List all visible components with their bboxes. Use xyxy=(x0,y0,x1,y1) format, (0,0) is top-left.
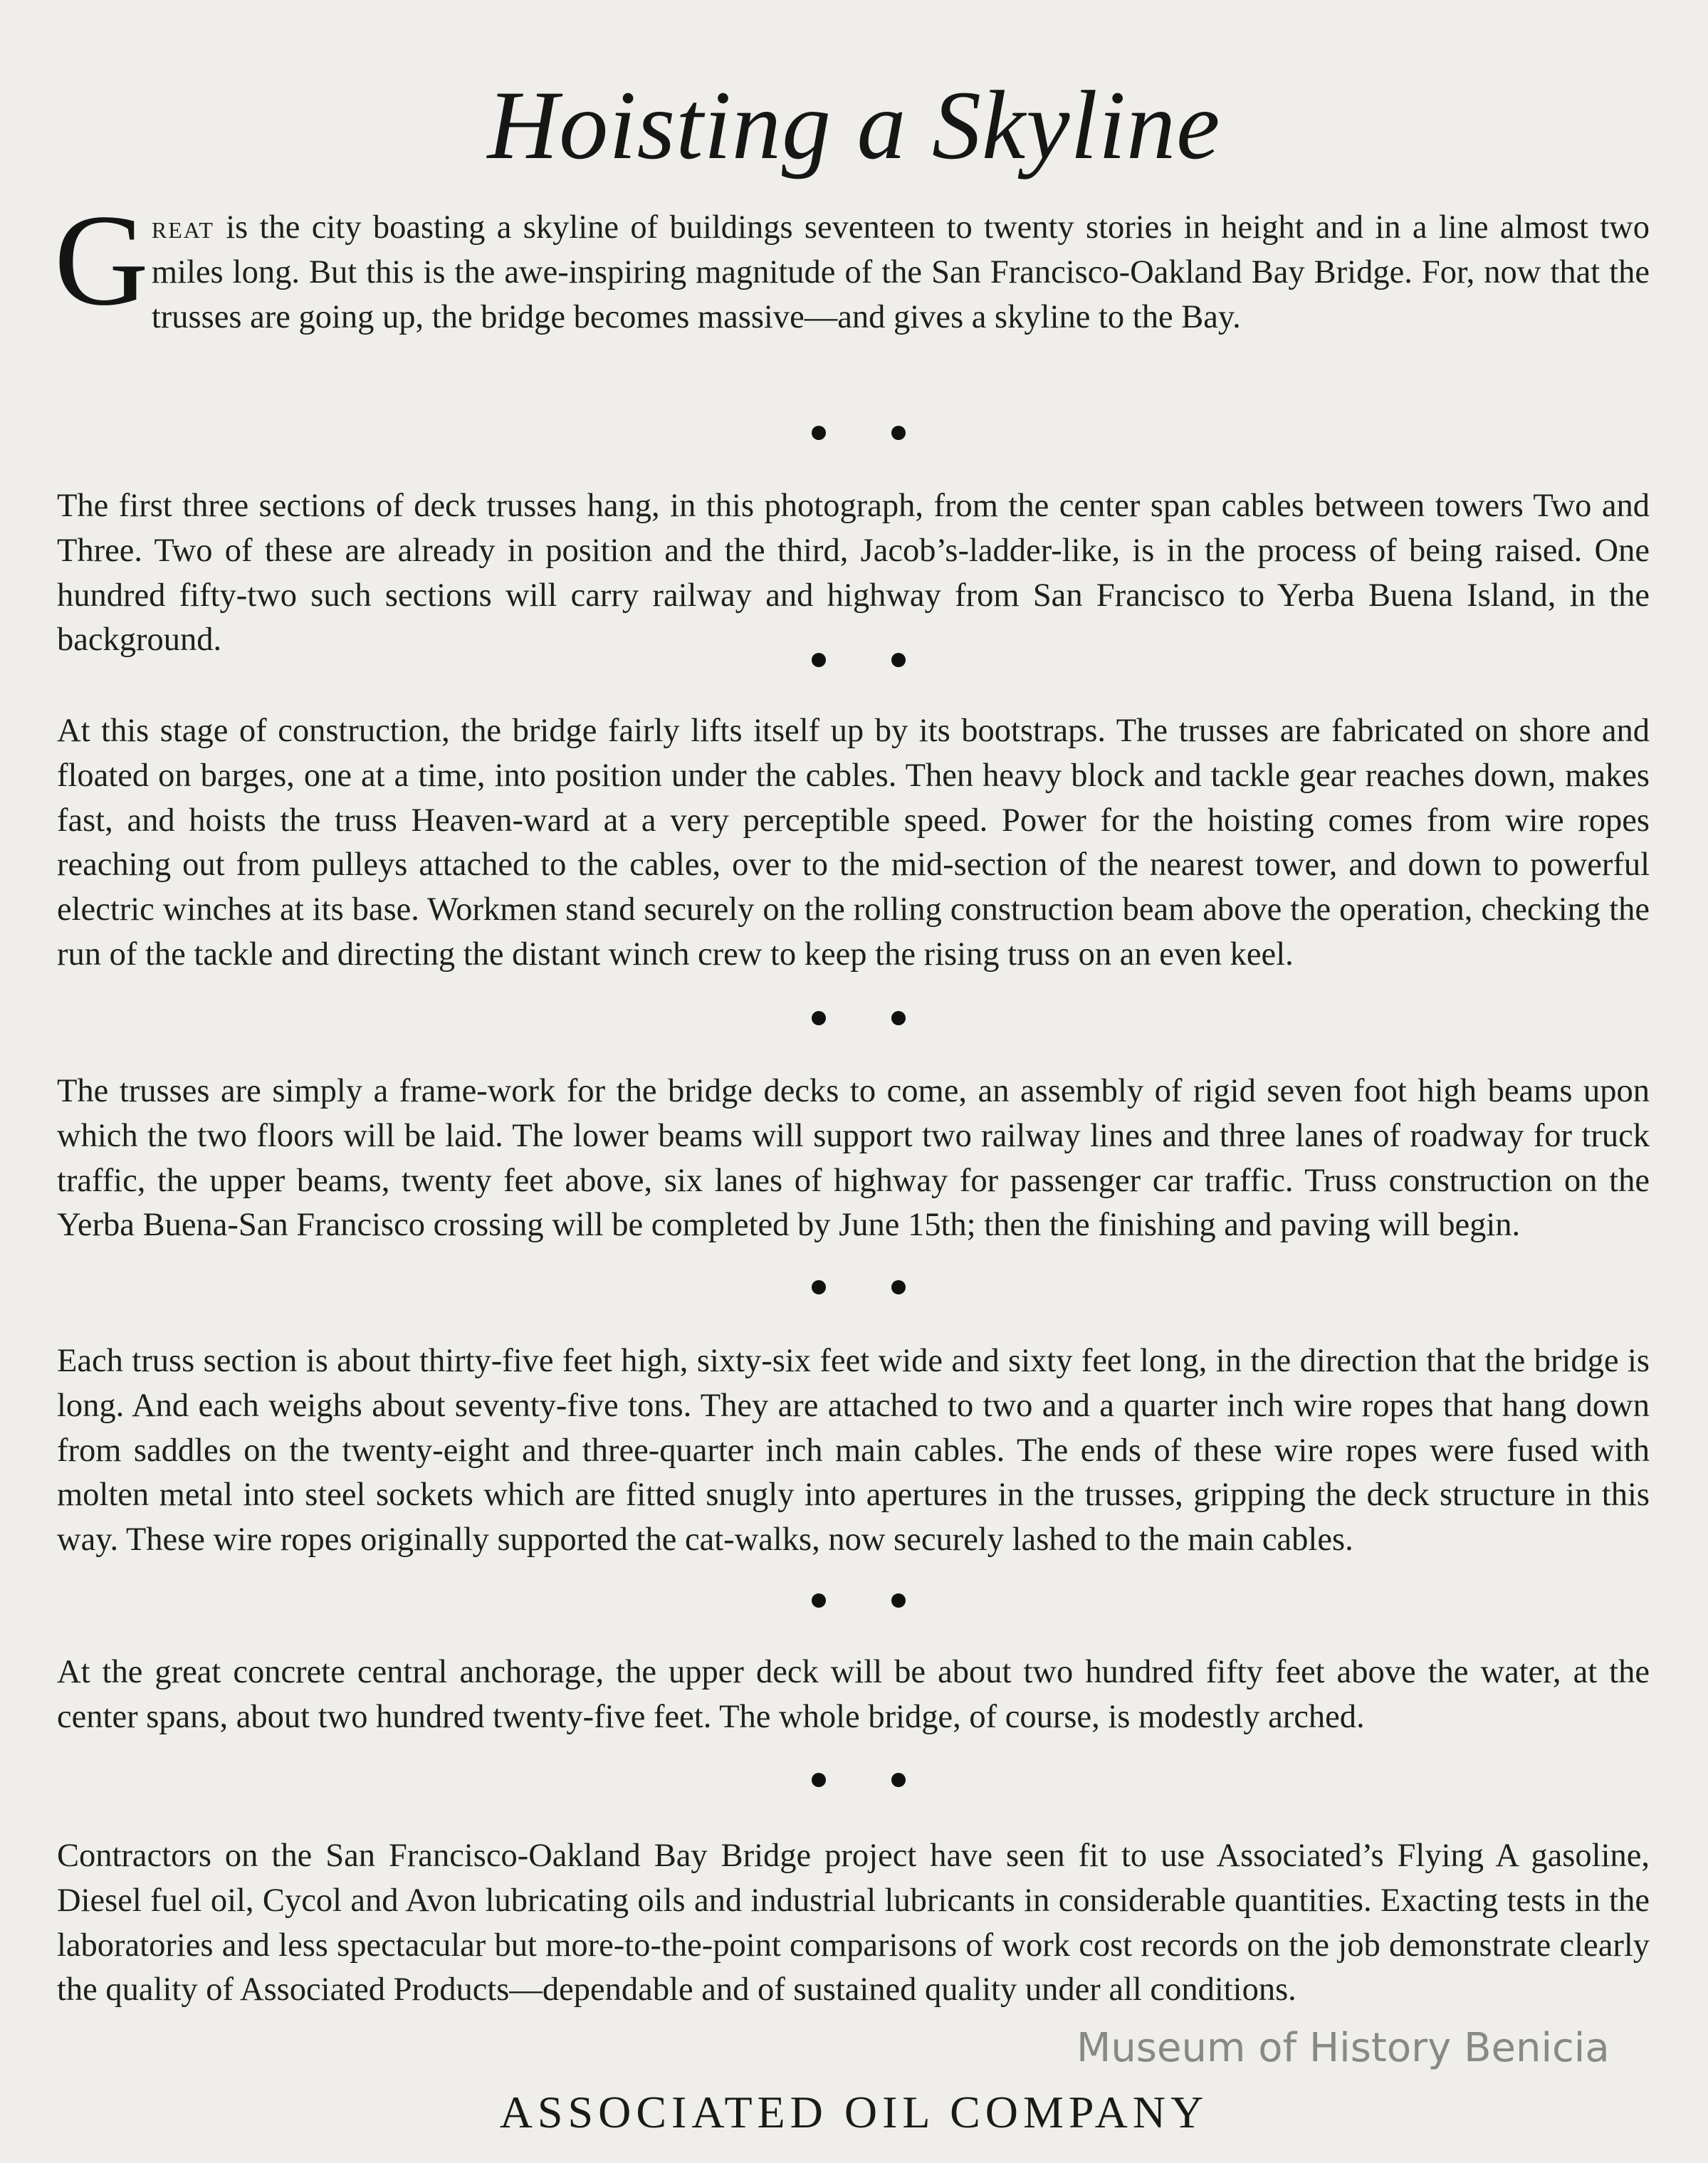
divider-dot xyxy=(812,1280,826,1294)
section-divider xyxy=(812,1280,897,1296)
divider-dot xyxy=(812,1773,826,1787)
divider-dot xyxy=(891,426,906,440)
paragraph-3: The trusses are simply a frame-work for the bridge decks to come, an assembly of rigid seven foot high beams upon which the two floors will be laid. The lower beams will support two railway lines and three lanes of roadway for truck traffic, the upper beams, twenty feet above, six lanes of highway for passenger car traffic. Truss construction on the Yerba Buena-San Francisco crossing will be completed by June 15th; then the finishing and paving will begin. xyxy=(57,1073,1650,1244)
intro-text: is the city boasting a skyline of buildings seventeen to twenty stories in height and in a line almost two miles long. But this is the awe-inspiring magnitude of the San Francisco-Oakland Bay Bridge. For, now that the trusses are going up, the bridge becomes massive—and gives a skyline to the Bay. xyxy=(151,209,1650,335)
company-name: ASSOCIATED OIL COMPANY xyxy=(499,2087,1209,2137)
section-divider xyxy=(812,653,897,669)
section-divider xyxy=(812,1593,897,1609)
divider-dot xyxy=(891,1773,906,1787)
divider-dot xyxy=(812,1011,826,1025)
watermark: Museum of History Benicia xyxy=(1076,2025,1610,2071)
divider-dot xyxy=(891,1011,906,1025)
paragraph-6: Contractors on the San Francisco-Oakland Bay Bridge project have seen fit to use Associated’s Flying A gasoline, Diesel fuel oil, Cycol and Avon lubricating oils and industrial lubricants in considerable quantities. Exacting tests in the laboratories and less spectacular but more-to-the-point comparisons of work cost records on the job demonstrate clearly the quality of Associated Products—dependable and of sustained quality under all conditions. xyxy=(57,1838,1650,2008)
divider-dot xyxy=(812,426,826,440)
intro-lead-word: reat xyxy=(151,209,214,245)
drop-cap: G xyxy=(54,187,149,332)
paragraph-2: At this stage of construction, the bridge fairly lifts itself up by its bootstraps. The trusses are fabricated on shore and floated on barges, one at a time, into position under the cables. Then heavy block and tackle gear reaches down, makes fast, and hoists the truss Heaven-ward at a very perceptible speed. Power for the hoisting comes from wire ropes reaching out from pulleys attached to the cables, over to the mid-section of the nearest tower, and down to powerful electric winches at its base. Workmen stand securely on the rolling construction beam above the operation, checking the run of the tackle and directing the distant winch crew to keep the rising truss on an even keel. xyxy=(57,713,1650,973)
paragraph-4: Each truss section is about thirty-five feet high, sixty-six feet wide and sixty feet long, in the direction that the bridge is long. And each weighs about seventy-five tons. They are attached to two and a quarter inch wire ropes that hang down from saddles on the twenty-eight and three-quarter inch main cables. The ends of these wire ropes were fused with molten metal into steel sockets which are fitted snugly into apertures in the trusses, gripping the deck structure in this way. These wire ropes originally supported the cat-walks, now securely lashed to the main cables. xyxy=(57,1343,1650,1559)
section-divider xyxy=(812,1011,897,1027)
divider-dot xyxy=(891,1593,906,1608)
paragraph-5: At the great concrete central anchorage, the upper deck will be about two hundred fifty feet above the water, at the center spans, about two hundred twenty-five feet. The whole bridge, of course, is modestly arched. xyxy=(57,1654,1650,1735)
paragraph-1: The first three sections of deck trusses hang, in this photograph, from the center span cables between towers Two and Three. Two of these are already in position and the third, Jacob’s-ladder-like, is in the process of being raised. One hundred fifty-two such sections will carry railway and highway from San Francisco to Yerba Buena Island, in the background. xyxy=(57,488,1650,659)
section-divider xyxy=(812,1773,897,1788)
page-title: Hoisting a Skyline xyxy=(487,70,1221,179)
section-divider xyxy=(812,426,897,441)
divider-dot xyxy=(812,653,826,667)
divider-dot xyxy=(812,1593,826,1608)
intro-paragraph xyxy=(54,187,1650,340)
divider-dot xyxy=(891,653,906,667)
divider-dot xyxy=(891,1280,906,1294)
